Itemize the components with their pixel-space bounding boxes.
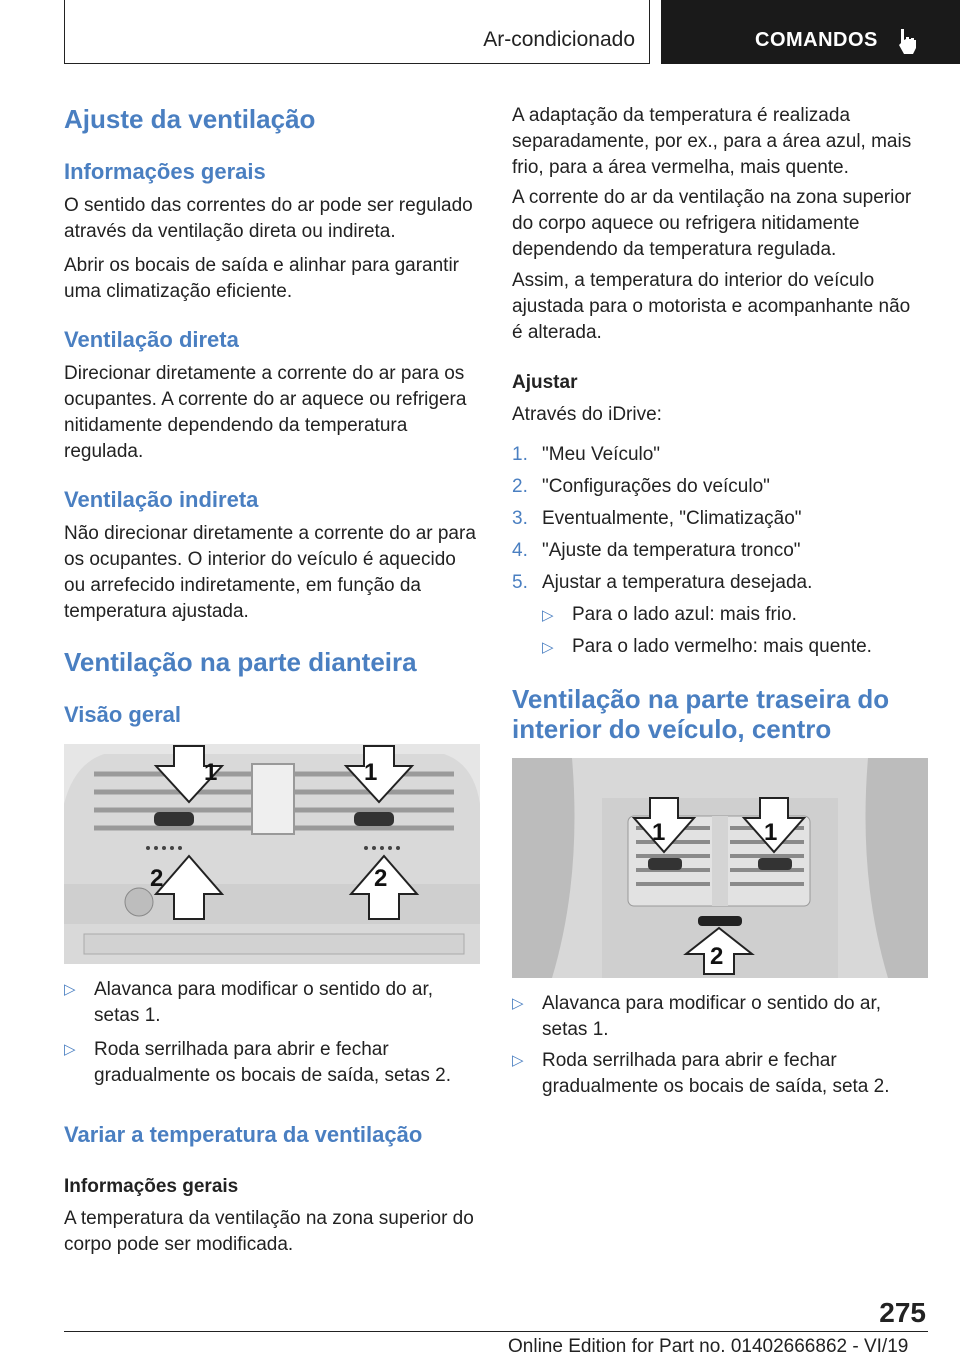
- heading-ventilacao-dianteira: Ventilação na parte dianteira: [64, 647, 417, 677]
- rear-label-2: 2: [710, 943, 724, 970]
- chapter-title: Ar-condicionado: [483, 28, 635, 51]
- subheading-ajustar: Ajustar: [512, 372, 578, 393]
- paragraph-direta: Direcionar diretamente a corrente do ar para os ocupantes. A corrente do ar aquece ou refrigera nitidamente dependendo da temperatura regulada.: [64, 363, 467, 462]
- heading-ajuste-ventilacao: Ajuste da ventilação: [64, 104, 316, 134]
- heading-visao-geral: Visão geral: [64, 702, 181, 727]
- heading-variar-temperatura: Variar a temperatura da ventilação: [64, 1122, 423, 1147]
- paragraph-indireta: Não direcionar diretamente a corrente do ar para os ocupantes. O interior do veículo é aquecido ou arrefecido indiretamente, em função da temperatura ajustada.: [64, 523, 476, 622]
- paragraph-variar: A temperatura da ventilação na zona superior do corpo pode ser modificada.: [64, 1208, 474, 1255]
- hand-pointer-icon: [895, 26, 921, 56]
- triangle-bullet-icon: ▷: [542, 639, 554, 656]
- header-chapter-box: [64, 0, 650, 64]
- step-2: 2. "Configurações do veículo": [512, 476, 770, 497]
- heading-informacoes-gerais: Informações gerais: [64, 159, 266, 184]
- paragraph-adapt-3: Assim, a temperatura do interior do veículo ajustada para o motorista e acompanhante não é alterada.: [512, 270, 911, 343]
- front-bullet-2: ▷ Roda serrilhada para abrir e fechar gradualmente os bocais de saída, setas 2.: [64, 1039, 452, 1086]
- heading-ventilacao-traseira: Ventilação na parte traseira do interior do veículo, centro: [512, 684, 890, 744]
- rear-bullet-2: ▷ Roda serrilhada para abrir e fechar gradualmente os bocais de saída, seta 2.: [512, 1050, 890, 1097]
- rear-bullet-1: ▷ Alavanca para modificar o sentido do ar, setas 1.: [512, 993, 882, 1040]
- heading-ventilacao-direta: Ventilação direta: [64, 327, 239, 352]
- front-label-2a: 2: [150, 865, 164, 892]
- rear-label-1a: 1: [652, 819, 666, 846]
- subbullet-vermelho: ▷ Para o lado vermelho: mais quente.: [542, 634, 872, 661]
- subheading-informacoes-gerais: Informações gerais: [64, 1176, 239, 1197]
- footer-divider: [64, 1331, 928, 1332]
- front-vents-illustration: [64, 744, 480, 964]
- step-5: 5. Ajustar a temperatura desejada.: [512, 572, 813, 593]
- paragraph-adapt-1: A adaptação da temperatura é realizada separadamente, por ex., para a área azul, mais frio, para a área vermelha, mais quente.: [512, 105, 912, 178]
- paragraph-info-2: Abrir os bocais de saída e alinhar para garantir uma climatização eficiente.: [64, 255, 460, 302]
- triangle-bullet-icon: ▷: [64, 1041, 76, 1058]
- front-label-2b: 2: [374, 865, 388, 892]
- rear-vents-illustration: [512, 758, 928, 978]
- triangle-bullet-icon: ▷: [512, 1052, 524, 1069]
- paragraph-info-1: O sentido das correntes do ar pode ser regulado através da ventilação direta ou indireta.: [64, 195, 473, 242]
- page-number: 275: [879, 1297, 926, 1328]
- rear-vents-figure: [512, 758, 928, 978]
- step-4: 4. "Ajuste da temperatura tronco": [512, 540, 801, 561]
- triangle-bullet-icon: ▷: [512, 995, 524, 1012]
- heading-ventilacao-indireta: Ventilação indireta: [64, 487, 259, 512]
- paragraph-idrive: Através do iDrive:: [512, 404, 662, 425]
- paragraph-adapt-2: A corrente do ar da ventilação na zona superior do corpo aquece ou refrigera nitidamente dependendo da temperatura regulada.: [512, 187, 912, 260]
- triangle-bullet-icon: ▷: [64, 981, 76, 998]
- step-1: 1. "Meu Veículo": [512, 444, 661, 465]
- section-title: COMANDOS: [755, 29, 878, 51]
- front-vents-figure: [64, 744, 480, 964]
- front-label-1a: 1: [204, 759, 218, 786]
- front-bullet-1: ▷ Alavanca para modificar o sentido do ar, setas 1.: [64, 979, 434, 1026]
- triangle-bullet-icon: ▷: [542, 607, 554, 624]
- front-label-1b: 1: [364, 759, 378, 786]
- step-3: 3. Eventualmente, "Climatização": [512, 508, 802, 529]
- header-section-box: [661, 0, 960, 64]
- rear-label-1b: 1: [764, 819, 778, 846]
- subbullet-azul: ▷ Para o lado azul: mais frio.: [542, 602, 797, 629]
- footer-edition: Online Edition for Part no. 01402666862 - VI/19: [508, 1336, 909, 1357]
